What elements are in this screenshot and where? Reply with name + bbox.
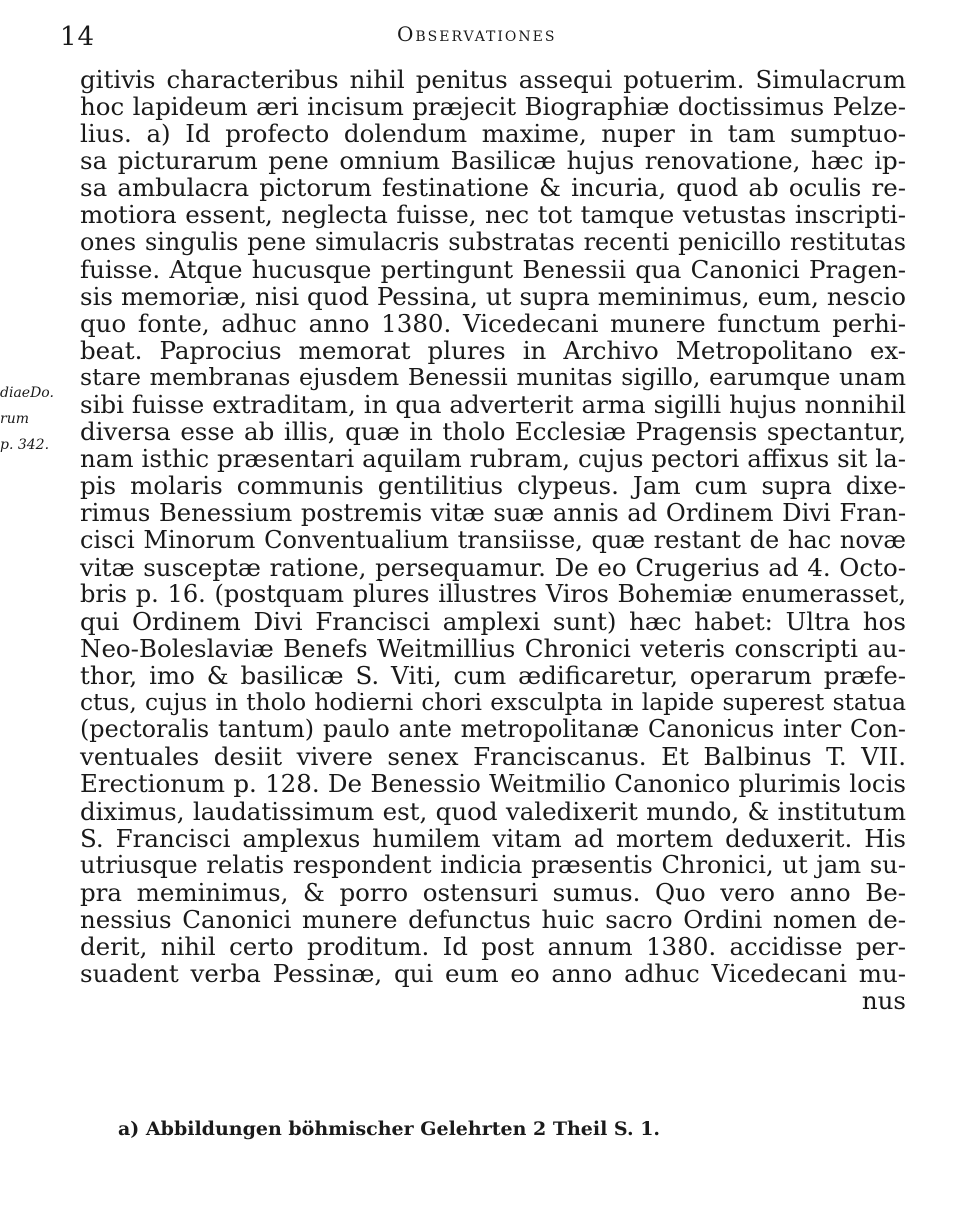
footnote: a) Abbildungen böhmischer Gelehrten 2 Theil S. 1.	[118, 1118, 661, 1140]
text-line: beat. Paprocius memorat plures in Archivo Metropolitano ex-	[80, 335, 906, 365]
text-line: vitæ susceptæ ratione, persequamur. De eo Crugerius ad 4. Octo-	[80, 552, 906, 582]
text-line: sis memoriæ, nisi quod Pessina, ut supra meminimus, eum, nescio	[80, 281, 906, 311]
text-line: utriusque relatis respondent indicia præsentis Chronici, ut jam su-	[80, 850, 906, 879]
text-line: ctus, cujus in tholo hodierni chori exsculpta in lapide superest statua	[80, 689, 906, 717]
margin-note-line: diaeDo.	[0, 385, 54, 401]
text-line: (pectoralis tantum) paulo ante metropolitanæ Canonicus inter Con-	[80, 715, 906, 744]
text-line: lius. a) Id profecto dolendum maxime, nuper in tam sumptuo-	[80, 119, 906, 149]
text-line: suadent verba Pessinæ, qui eum eo anno adhuc Vicedecani mu-	[80, 959, 906, 989]
text-line: S. Francisci amplexus humilem vitam ad mortem deduxerit. His	[80, 823, 906, 853]
text-line: nam isthic præsentari aquilam rubram, cujus pectori affixus sit la-	[80, 444, 906, 474]
text-line: pis molaris communis gentilitius clypeus. Jam cum supra dixe-	[80, 471, 906, 501]
text-line: bris p. 16. (postquam plures illustres Viros Bohemiæ enumerasset,	[80, 579, 906, 608]
text-line: quo fonte, adhuc anno 1380. Vicedecani munere functum perhi-	[80, 308, 906, 338]
text-line: motiora essent, neglecta fuisse, nec tot tamque vetustas inscripti-	[80, 200, 906, 230]
text-line: nessius Canonici munere defunctus huic sacro Ordini nomen de-	[80, 904, 906, 934]
margin-note-line: rum	[0, 411, 29, 427]
text-line: Erectionum p. 128. De Benessio Weitmilio Canonico plurimis locis	[80, 769, 906, 799]
text-line: qui Ordinem Divi Francisci amplexi sunt) hæc habet: Ultra hos	[80, 606, 906, 636]
text-line: sa picturarum pene omnium Basilicæ hujus renovatione, hæc ip-	[80, 146, 906, 176]
text-line: sibi fuisse extraditam, in qua adverterit arma sigilli hujus nonnihil	[80, 390, 906, 420]
text-line: ventuales desiit vivere senex Franciscanus. Et Balbinus T. VII.	[80, 742, 906, 772]
margin-note-line: p. 342.	[0, 437, 50, 453]
margin-note	[0, 380, 70, 458]
body-text	[80, 66, 906, 1014]
text-line: pra meminimus, & porro ostensuri sumus. Quo vero anno Be-	[80, 877, 906, 907]
text-line: sa ambulacra pictorum festinatione & incuria, quod ab oculis re-	[80, 173, 906, 203]
text-line: Neo-Boleslaviæ Benefs Weitmillius Chronici veteris conscripti au-	[80, 633, 906, 663]
text-line: ones singulis pene simulacris substratas recenti penicillo restitutas	[80, 227, 906, 256]
text-line: diximus, laudatissimum est, quod valedixerit mundo, & institutum	[80, 796, 906, 826]
text-line: hoc lapideum æri incisum præjecit Biographiæ doctissimus Pelze-	[80, 92, 906, 122]
text-line: gitivis characteribus nihil penitus assequi potuerim. Simulacrum	[80, 65, 906, 94]
page-number: 14	[60, 22, 96, 52]
text-line: diversa esse ab illis, quæ in tholo Ecclesiæ Pragensis spectantur,	[80, 417, 906, 447]
running-head: Observationes	[397, 22, 557, 46]
text-line: fuisse. Atque hucusque pertingunt Benessii qua Canonici Pragen-	[80, 254, 906, 284]
text-line: cisci Minorum Conventualium transiisse, quæ restant de hac novæ	[80, 525, 906, 554]
text-line: derit, nihil certo proditum. Id post annum 1380. accidisse per-	[80, 932, 906, 961]
text-line: stare membranas ejusdem Benessii munitas sigillo, earumque unam	[80, 363, 906, 392]
text-line: nus	[861, 986, 906, 1016]
text-line: thor, imo & basilicæ S. Viti, cum ædificaretur, operarum præfe-	[80, 661, 906, 691]
text-line: rimus Benessium postremis vitæ suæ annis ad Ordinem Divi Fran-	[80, 498, 906, 527]
